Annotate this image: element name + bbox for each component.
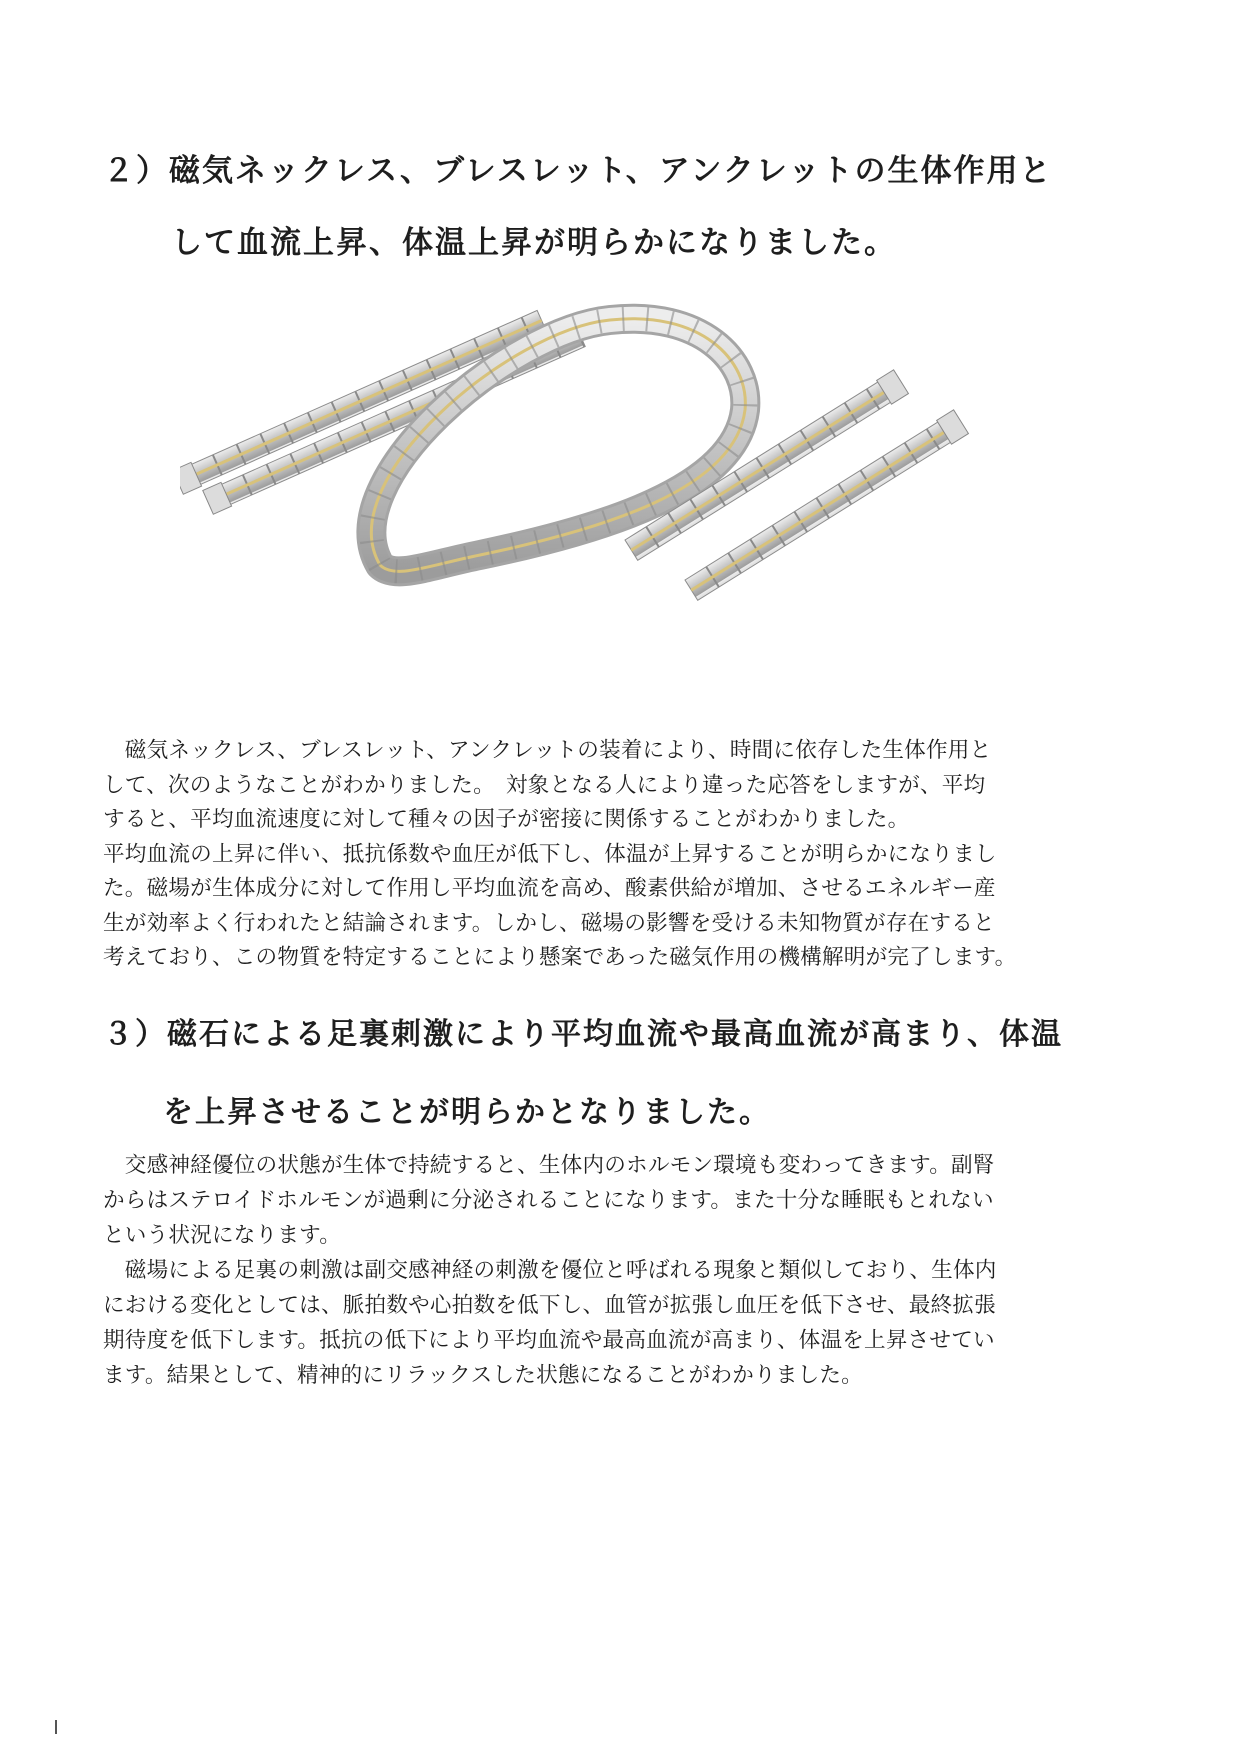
section3-paragraph [103,1148,1143,1393]
paragraph-line: すると、平均血流速度に対して種々の因子が密接に関係することがわかりました。 [103,807,910,832]
paragraph-line: 磁気ネックレス、ブレスレット、アンクレットの装着により、時間に依存した生体作用と [103,738,992,763]
paragraph-line: 考えており、この物質を特定することにより懸案であった磁気作用の機構解明が完了します。 [103,945,1017,970]
paragraph-line: 磁場による足裏の刺激は副交感神経の刺激を優位と呼ばれる現象と類似しており、生体内 [103,1258,997,1283]
section2-heading-line2: して血流上昇、体温上昇が明らかになりました。 [171,225,897,261]
section2-heading-line1: ２）磁気ネックレス、ブレスレット、アンクレットの生体作用と [103,153,1053,189]
paragraph-line: ます。結果として、精神的にリラックスした状態になることがわかりました。 [103,1363,863,1388]
paragraph-line: における変化としては、脈拍数や心拍数を低下し、血管が拡張し血圧を低下させ、最終拡張 [103,1293,996,1318]
bracelet-1 [180,309,547,495]
paragraph-line: という状況になります。 [103,1223,342,1248]
paragraph-line: して、次のようなことがわかりました。 対象となる人により違った応答をしますが、平均 [103,772,986,798]
paragraph-line: 生が効率よく行われたと結論されます。しかし、磁場の影響を受ける未知物質が存在すると [103,910,995,936]
section2-paragraph [103,734,1143,976]
section3-heading-line2: を上昇させることが明らかとなりました。 [163,1095,771,1130]
paragraph-line: 期待度を低下します。抵抗の低下により平均血流や最高血流が高まり、体温を上昇させてい [103,1328,995,1353]
paragraph-line: からはステロイドホルモンが過剰に分泌されることになります。また十分な睡眠もとれない [103,1188,994,1213]
paragraph-line: た。磁場が生体成分に対して作用し平均血流を高め、酸素供給が増加、させるエネルギー産 [103,876,996,901]
section3-heading-line1: ３）磁石による足裏刺激により平均血流や最高血流が高まり、体温 [103,1017,1063,1052]
margin-mark [55,1720,57,1734]
paragraph-line: 平均血流の上昇に伴い、抵抗係数や血圧が低下し、体温が上昇することが明らかになりまし [103,841,997,867]
magnetic-jewelry-photo [180,290,1060,690]
paragraph-line: 交感神経優位の状態が生体で持続すると、生体内のホルモン環境も変わってきます。副腎 [103,1153,995,1178]
